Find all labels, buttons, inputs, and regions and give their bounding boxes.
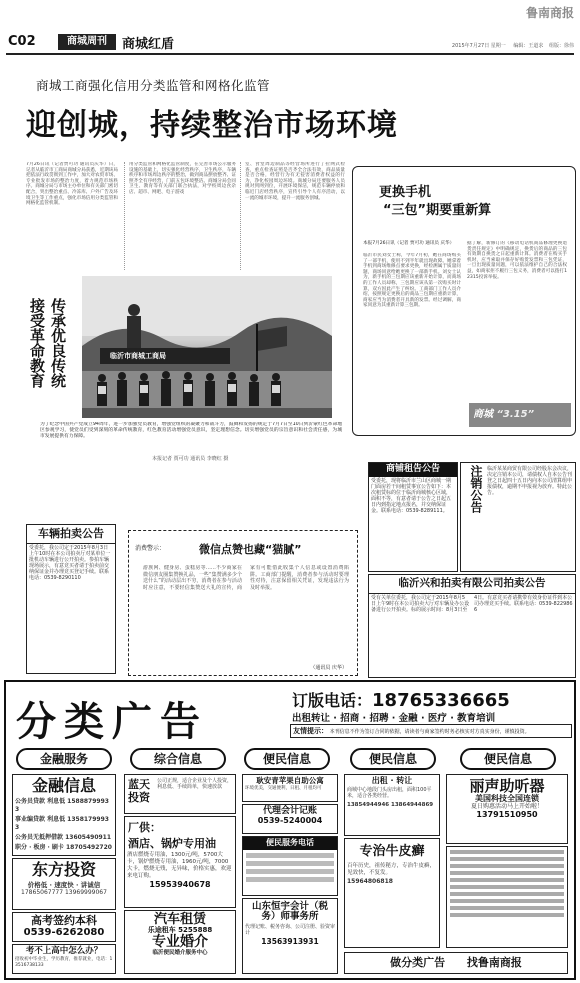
classified-phone-label: 订版电话： <box>292 691 373 710</box>
finance-line-1: 公务员贷款 利息低 15888799933 <box>15 797 109 813</box>
classified-phone-line <box>292 688 510 711</box>
classified-services: 出租转让 · 招商 · 招聘 · 金融 · 医疗 · 教育培训 <box>292 713 496 724</box>
hearing-title: 丽声助听器 <box>469 777 545 795</box>
psoriasis-title: 专治牛皮癣 <box>359 844 425 859</box>
hearing-body: 夏日购惠活动马上开始啦！ <box>470 803 543 811</box>
hearing-phone: 13791510950 <box>476 810 538 820</box>
exam-body: 招收初中毕业生，学历教育，推荐就业，电话：13516738133 <box>15 957 113 969</box>
footer-right: 找鲁南商报 <box>466 956 522 969</box>
photo-caption-vertical-2: 接受革命教育 <box>28 298 46 388</box>
bianmin-lines <box>243 850 337 885</box>
tax-title: 山东恒宇会计（税务）师事务所 <box>251 901 328 923</box>
classified-title: 分类广告 <box>16 699 208 745</box>
designer: 组版：徐伟 <box>548 43 574 49</box>
lead-col-1 <box>26 162 118 270</box>
cancel-notice <box>460 462 576 572</box>
tip-title: 微信点赞也藏“猫腻” <box>199 543 302 556</box>
finance-ad <box>12 774 116 856</box>
apple-apartment-ad <box>242 774 338 802</box>
finance-line-3: 公务员无抵押借款 13605490911 <box>15 833 112 841</box>
invest-phone: 17865067777 13969999067 <box>21 888 107 896</box>
phone-body-left-text: 临沂市民刘女士称，今年7月初，她在商场购买了一部手机，使用不到半年就出现故障。她拿着手机到商场维修点要求更换，经检测属于质量问题，商场同意给她更换了一部新手机。刘女士认为，新手机的三包期应该重新开始计算，而商场的工作人员却称，三包期应该从第一次购买时计算，双方因此产生了纠纷。工商部门工作人员介绍，按照规定更换后的商品三包期应重新计算，商家应当为消费者开具新的发票。经过调解，商家同意为其重新计算三包期。 <box>363 253 461 309</box>
hotel-title-2: 酒店、锅炉专用油 <box>128 837 216 850</box>
lead-kicker: 商城工商强化信用分类监管和网格化监管 <box>36 78 271 93</box>
cancel-title: 注销公告 <box>469 465 483 513</box>
accounting-phone: 0539-5240004 <box>257 815 323 825</box>
invest-sub: 价格低 · 速度快 · 讲诚信 <box>27 880 101 889</box>
lead-col-1-text: 7月26日讯（记者贾可功 通讯员庆华）日，记者从临沂市工商局商城分局获悉，近期该局把依法行政贯彻到工作中，加大对农贸市场、专业批发市场的整治力度，着力规范市场秩序。商城分局与市场主办单位和有关部门密切配合，突出整治重点、冷冻库、户外广告及环境卫生等工作重点，强化市场信用分类监管和网格化监管机制。 <box>26 162 118 207</box>
section-tag: 商城周刊 <box>58 34 116 50</box>
hearing-sub: 美国科技全国连锁 <box>475 793 539 803</box>
lead-col-2 <box>124 162 236 270</box>
invalidation-notice <box>368 462 458 572</box>
hearing-aid-details <box>446 846 568 948</box>
accounting-ad <box>242 804 338 834</box>
tip-body-text: 游族网、健身房、蛋糕房等……不少商家在微信朋友圈集赞换礼品，一些“集赞满多少个送什么”的活动层出不穷，消费者在参与活动时应注意，不要轻信集赞送大礼的宣传，商家有可能借此收集个人信息或设置消费陷阱。工商部门提醒，消费者参与活动时要理性对待，注意保留相关凭证，发现违法行为及时举报。 <box>143 565 349 591</box>
auction-company-title: 临沂兴和拍卖有限公司拍卖公告 <box>369 575 575 594</box>
car-sub: 临沂便民婚介服务中心 <box>152 950 208 957</box>
accounting-title: 代理会计记账 <box>262 806 317 816</box>
stamp-315 <box>469 403 571 427</box>
apartment-ad <box>344 774 440 836</box>
exam-ad <box>12 944 116 974</box>
lead-headline: 迎创城，持续整治市场环境 <box>26 108 398 143</box>
psoriasis-ad <box>344 838 440 948</box>
classified-notice-text: 本刊信息不作为签订合同的依据，请读者与商家签约时务必核实对方真实身份，谨慎投资。 <box>329 729 530 735</box>
apple-title: 耿安青苹果自助公寓 <box>256 776 324 785</box>
tip-body <box>143 565 349 663</box>
phone-body-right-text: 据了解，新修订的《移动电话机商品修理更换退货责任规定》中明确规定，换货后的商品的三包有效期自换货之日起重新计算。消费者在购买手机时，应当索取并保存好购货发票和三包凭证，一旦出现质量问题，可以依法维护自己的合法权益，如商家拒不履行三包义务，消费者可以拨打12315投诉举报。 <box>467 241 567 280</box>
masthead <box>0 0 580 56</box>
category-convenience-3: 便民信息 <box>460 748 556 770</box>
phone-title-2: “三包”期要重新算 <box>383 203 492 218</box>
finance-line-4: 职分 · 板房 · 刷卡 18705492720 <box>15 843 112 851</box>
car-title-2: 乐途租车 5255888 <box>147 926 213 935</box>
party-group-photo <box>82 276 332 418</box>
stamp-label: 商城 <box>473 409 493 420</box>
lead-col-3 <box>240 162 345 270</box>
header-meta <box>452 42 574 49</box>
tip-credit: （通讯员 庆华） <box>310 665 347 671</box>
apartment-body: 商城中心地段门头房出租，面积100平米，适合各类经营。 <box>347 786 432 800</box>
contract-ad <box>12 912 116 942</box>
lead-col-2-text: 用分类监管和网格化监管制度，在完善市场公示服务设施的基础上，切实强化经营秩序，卫生秩序，车辆秩序和市场周边秩序的整治，做到商品摆放整齐、证照齐全有序经营，门前五包环境整洁。商城分局会同卫生、教育等有关部门联合执法，对学校周边食杂店、超市、网吧、电子游戏 <box>129 162 236 195</box>
exam-title: 考不上高中怎么办？ <box>25 946 103 956</box>
classified-footer <box>344 952 568 974</box>
hearing-aid-ad <box>446 774 568 844</box>
category-convenience-2: 便民信息 <box>350 748 436 770</box>
classified-phone: 18765336665 <box>372 690 510 711</box>
invalidation-body: 受委托，现将临沂市兰山区商城一期门面房若干间租赁事宜公告如下：本次租赁标的位于临沂商城核心区域，面积不等，有意者请于公告之日起五日内到指定地点报名，并交纳保证金。联系电话：0539-8289111。 <box>371 477 452 514</box>
date-line: 2015年7月27日 星期一 <box>451 43 506 49</box>
lead-col-3-text: 室、食堂周边制品等经营场所进行了拉网式检查，重点检查证照是否齐全合法有效，商品质量是否合格，经营行为有无侵害消费者权益的行为，净化校园周边环境。商城分局还要服务人员规对到网到位，开展环境保洁，规范车辆停放和临近门店经营秩序，宣传引导个人有序活动，以一流的城市环境，提升一流服务创城。 <box>245 162 345 201</box>
contract-phone: 0539-6262080 <box>23 927 105 939</box>
stamp-value: “3.15” <box>496 409 535 420</box>
brand-logo: 鲁南商报 <box>525 6 574 20</box>
phone-title-1: 更换手机 <box>379 185 432 200</box>
blue-sky-title: 蓝天投资 <box>128 778 150 804</box>
invest-title: 东方投资 <box>31 860 96 879</box>
tax-body: 代理记账、税务咨询、公司注册、验资审计 <box>245 923 336 937</box>
tip-label: 消费警示： <box>135 545 166 552</box>
category-finance: 金融服务 <box>16 748 112 770</box>
finance-title: 金融信息 <box>31 776 96 795</box>
phone-body-left <box>363 253 461 423</box>
vehicle-title: 车辆拍卖公告 <box>27 525 115 544</box>
apartment-title: 出租 · 转让 <box>371 776 413 785</box>
hotel-title-1: 厂供： <box>128 821 161 834</box>
classified-notice <box>290 724 572 738</box>
auction-company-notice <box>368 574 576 678</box>
tax-firm-ad <box>242 898 338 974</box>
invest-ad <box>12 858 116 910</box>
phone-body-right <box>467 241 567 391</box>
hearing-details-lines <box>447 847 567 920</box>
phone-article <box>352 166 576 436</box>
photo-caption <box>40 422 342 454</box>
hotel-phone: 15953940678 <box>149 880 211 889</box>
psoriasis-phone: 15964806818 <box>347 878 393 886</box>
category-convenience-1: 便民信息 <box>244 748 330 770</box>
photo-illustration <box>82 276 332 418</box>
photo-caption-vertical-1: 传承优良传统 <box>49 298 67 388</box>
masthead-rule <box>6 53 574 55</box>
hotel-body: 酒店燃烧专用油，1300元/吨，5700大卡，锅炉燃烧专用油，1960元/吨，7000大卡，燃烧无残，无异味，价格实惠，欢迎来电订购。 <box>127 852 232 879</box>
finance-line-2: 事业编贷款 利息低 13581799933 <box>15 815 109 831</box>
auction-company-body: 受有关单位委托，我公司定于2015年8月5日上午9时在本公司拍卖大厅对车辆及办公设备进行公开拍卖。标的展示时间：8月3日至4日。有意竞买者请携带有效身份证件到本公司办理竞买手续。联系电话：0539-8229866 <box>371 594 573 613</box>
section-name: 商城红盾 <box>122 37 175 52</box>
blue-sky-body: 公司正规，适合企业及个人投资，利息低、手续简单，快速放款 <box>157 778 233 790</box>
bianmin-title: 便民服务电话 <box>243 837 337 850</box>
photo-banner-text: 临沂市商城工商局 <box>110 352 166 360</box>
photo-credit: 本报记者 贾可功 通讯员 李晓红 摄 <box>152 456 229 462</box>
psoriasis-body: 百年历史，祖传秘方，专治牛皮癣，见效快，不复发。 <box>347 863 436 877</box>
vehicle-body: 受委托，我公司定于2015年8月3日上午10时在本公司拍卖厅对某单位一批机动车辆进行公开拍卖。参拍车辆现场展示，有意竞买者请于拍卖前交纳保证金并办理竞买登记手续。联系电话：0539-8290110 <box>29 545 111 582</box>
footer-left: 做分类广告 <box>390 956 446 969</box>
editor: 编辑：王道求 <box>513 43 544 49</box>
cancel-body: 临沂某某商贸有限公司经股东会决议，决定注销本公司，请债权人自本公告刊登之日起四十五日内向本公司清算组申报债权，逾期不申报视为放弃。特此公告。 <box>487 466 573 496</box>
car-rental-ad <box>124 910 236 974</box>
car-title-3: 专业婚介 <box>152 933 208 950</box>
car-title-1: 汽车租赁 <box>153 912 206 927</box>
page-number: C02 <box>8 34 36 49</box>
vehicle-auction-notice <box>26 524 116 674</box>
blue-sky-ad <box>124 774 236 814</box>
invalidation-title: 商铺租告公告 <box>369 463 457 477</box>
apple-body: 环境优美，交通便利，日租、月租均可 <box>245 786 322 792</box>
category-general: 综合信息 <box>130 748 226 770</box>
apartment-phone: 13854944946 13864944869 <box>347 801 434 808</box>
phone-byline: 本报7月26日讯（记者 贾可功 通讯员 庆华） <box>363 241 455 246</box>
bianmin-ad <box>242 836 338 896</box>
classified-notice-label: 友情提示： <box>293 727 328 735</box>
tax-phone: 13563913931 <box>261 936 319 946</box>
hotel-oil-ad <box>124 816 236 908</box>
contract-title: 高考签约本科 <box>31 914 97 927</box>
consumer-tip <box>128 530 358 676</box>
photo-caption-text: 为了纪念中国共产党成立94周年，进一步加强党员教育，增强党组织的凝聚力和战斗力，鼓舞和发扬的规定于7月7日至10日到沂蒙红色革命地区参观学习，使党员们受到深刻的革命传统教育，红色教育活动增强党员意识，坚定理想信念。切实增强党员的宗旨意识和社会责任感，为城市发展提供有力保障。 <box>40 422 342 439</box>
